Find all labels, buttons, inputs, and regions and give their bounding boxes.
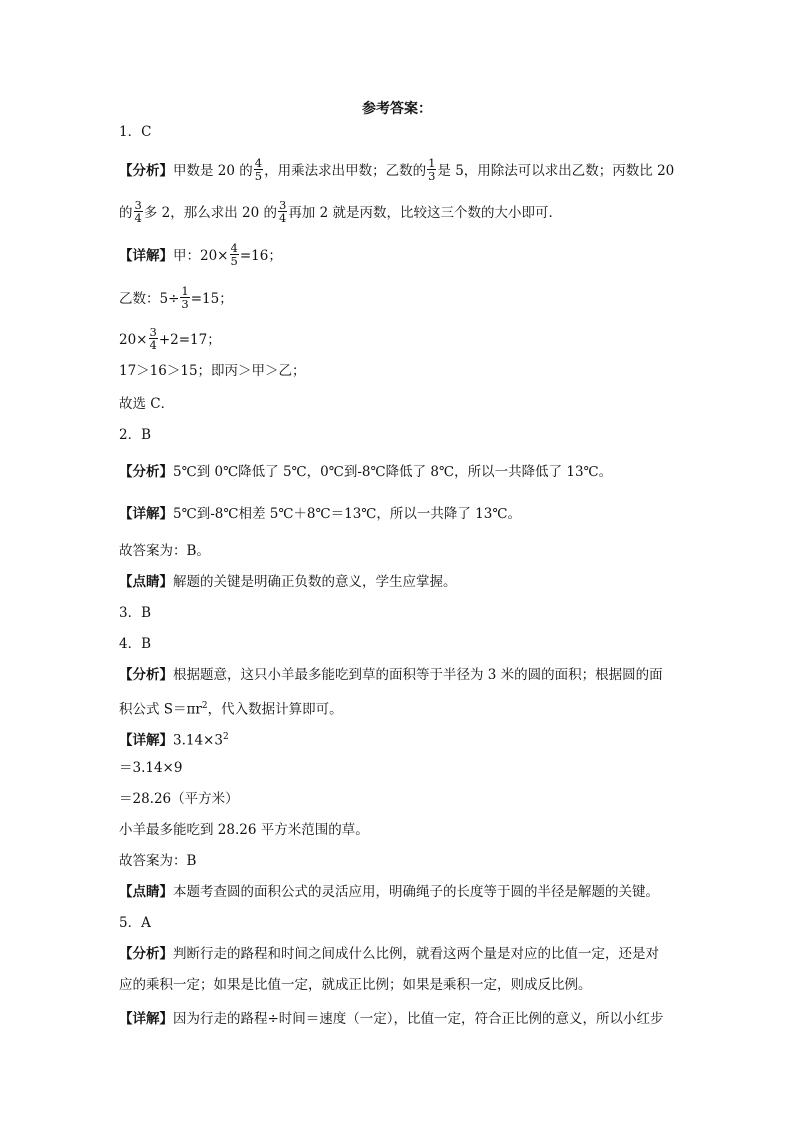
numerator: 1 (181, 284, 189, 298)
text: 解题的关键是明确正负数的意义，学生应掌握。 (173, 574, 457, 590)
text: 判断行走的路程和时间之间成什么比例，就看这两个量是对应的比值一定，还是对 (173, 946, 659, 962)
analysis-tag: 【分析】 (119, 667, 173, 683)
text: =15； (190, 291, 233, 307)
text: 的 (119, 205, 133, 221)
text: 是 5，用除法可以求出乙数；丙数比 20 (437, 163, 675, 179)
analysis-tag: 【分析】 (119, 946, 173, 962)
q4-detail-1 (119, 727, 229, 751)
denominator: 4 (278, 211, 287, 225)
text: 甲：20× (173, 248, 229, 264)
fraction (180, 285, 189, 310)
q4-analysis-1 (119, 665, 663, 685)
q4-number: 4．B (119, 636, 152, 652)
superscript: 2 (222, 732, 229, 742)
q1-analysis-cont (119, 198, 562, 226)
fraction (230, 242, 239, 267)
analysis-tag: 【分析】 (119, 163, 173, 179)
q5-detail (119, 1009, 664, 1029)
denominator: 3 (181, 297, 189, 311)
text: =16； (239, 248, 282, 264)
text: 20× (119, 332, 148, 348)
text: 5℃到-8℃相差 5℃＋8℃＝13℃，所以一共降了 13℃。 (173, 506, 521, 522)
numerator: 4 (230, 241, 238, 255)
fraction (254, 157, 263, 182)
q1-number: 1．C (119, 124, 152, 140)
q5-analysis-1 (119, 944, 659, 964)
q4-answer: 故答案为：B (119, 853, 197, 869)
q4-detail-2: ＝3.14×9 (119, 760, 183, 776)
denominator: 4 (134, 211, 142, 225)
q2-detail (119, 504, 521, 524)
text: 本题考查圆的面积公式的灵活应用，明确绳子的长度等于圆的半径是解题的关键。 (173, 884, 659, 900)
q1-detail-2 (119, 284, 233, 312)
detail-tag: 【详解】 (119, 506, 173, 522)
fraction (427, 157, 436, 182)
q1-detail-3 (119, 325, 221, 353)
denominator: 5 (254, 169, 263, 183)
comment-tag: 【点睛】 (119, 884, 173, 900)
text: 积公式 S＝πr (119, 701, 202, 718)
q1-detail-4: 17＞16＞15；即丙＞甲＞乙； (119, 363, 306, 379)
text: 甲数是 20 的 (173, 163, 253, 179)
comment-tag: 【点睛】 (119, 574, 173, 590)
detail-tag: 【详解】 (119, 732, 173, 749)
q4-detail-3: ＝28.26（平方米） (119, 791, 239, 807)
numerator: 3 (134, 198, 142, 212)
fraction (134, 199, 143, 224)
numerator: 3 (278, 198, 287, 212)
detail-tag: 【详解】 (119, 1011, 173, 1027)
q3-number: 3．B (119, 605, 152, 621)
fraction (278, 199, 287, 224)
fraction (149, 326, 158, 351)
q2-number: 2．B (119, 427, 152, 443)
text: 再加 2 就是丙数，比较这三个数的大小即可． (288, 205, 562, 221)
q1-answer: 故选 C． (119, 396, 175, 412)
text: 多 2，那么求出 20 的 (143, 205, 277, 221)
numerator: 3 (149, 325, 157, 339)
text: ，用乘法求出甲数；乙数的 (264, 163, 427, 179)
text: 3.14×3 (173, 732, 223, 749)
numerator: 1 (428, 156, 436, 170)
denominator: 4 (149, 338, 157, 352)
q2-analysis (119, 462, 612, 482)
q2-comment (119, 572, 457, 592)
numerator: 4 (254, 156, 263, 170)
q2-answer: 故答案为：B。 (119, 543, 210, 559)
text: 因为行走的路程÷时间＝速度（一定），比值一定，符合正比例的意义，所以小红步 (173, 1011, 664, 1027)
text: 根据题意，这只小羊最多能吃到草的面积等于半径为 3 米的圆的面积；根据圆的面 (173, 667, 663, 683)
q5-number: 5．A (119, 915, 151, 931)
q1-detail-1 (119, 241, 282, 269)
q4-detail-4: 小羊最多能吃到 28.26 平方米范围的草。 (119, 822, 369, 838)
superscript: 2 (201, 701, 208, 711)
detail-tag: 【详解】 (119, 248, 173, 264)
q1-analysis (119, 156, 675, 184)
denominator: 5 (230, 254, 238, 268)
text: ，代入数据计算即可。 (207, 701, 343, 718)
page-title: 参考答案： (362, 101, 432, 117)
q4-comment (119, 882, 659, 902)
text: +2=17； (158, 332, 221, 348)
q5-analysis-2: 应的乘积一定；如果是比值一定，就成正比例；如果是乘积一定，则成反比例。 (119, 977, 592, 993)
q4-analysis-2 (119, 696, 343, 720)
denominator: 3 (428, 169, 436, 183)
text: 5℃到 0℃降低了 5℃，0℃到-8℃降低了 8℃，所以一共降低了 13℃。 (173, 464, 613, 480)
analysis-tag: 【分析】 (119, 464, 173, 480)
text: 乙数：5÷ (119, 291, 180, 307)
